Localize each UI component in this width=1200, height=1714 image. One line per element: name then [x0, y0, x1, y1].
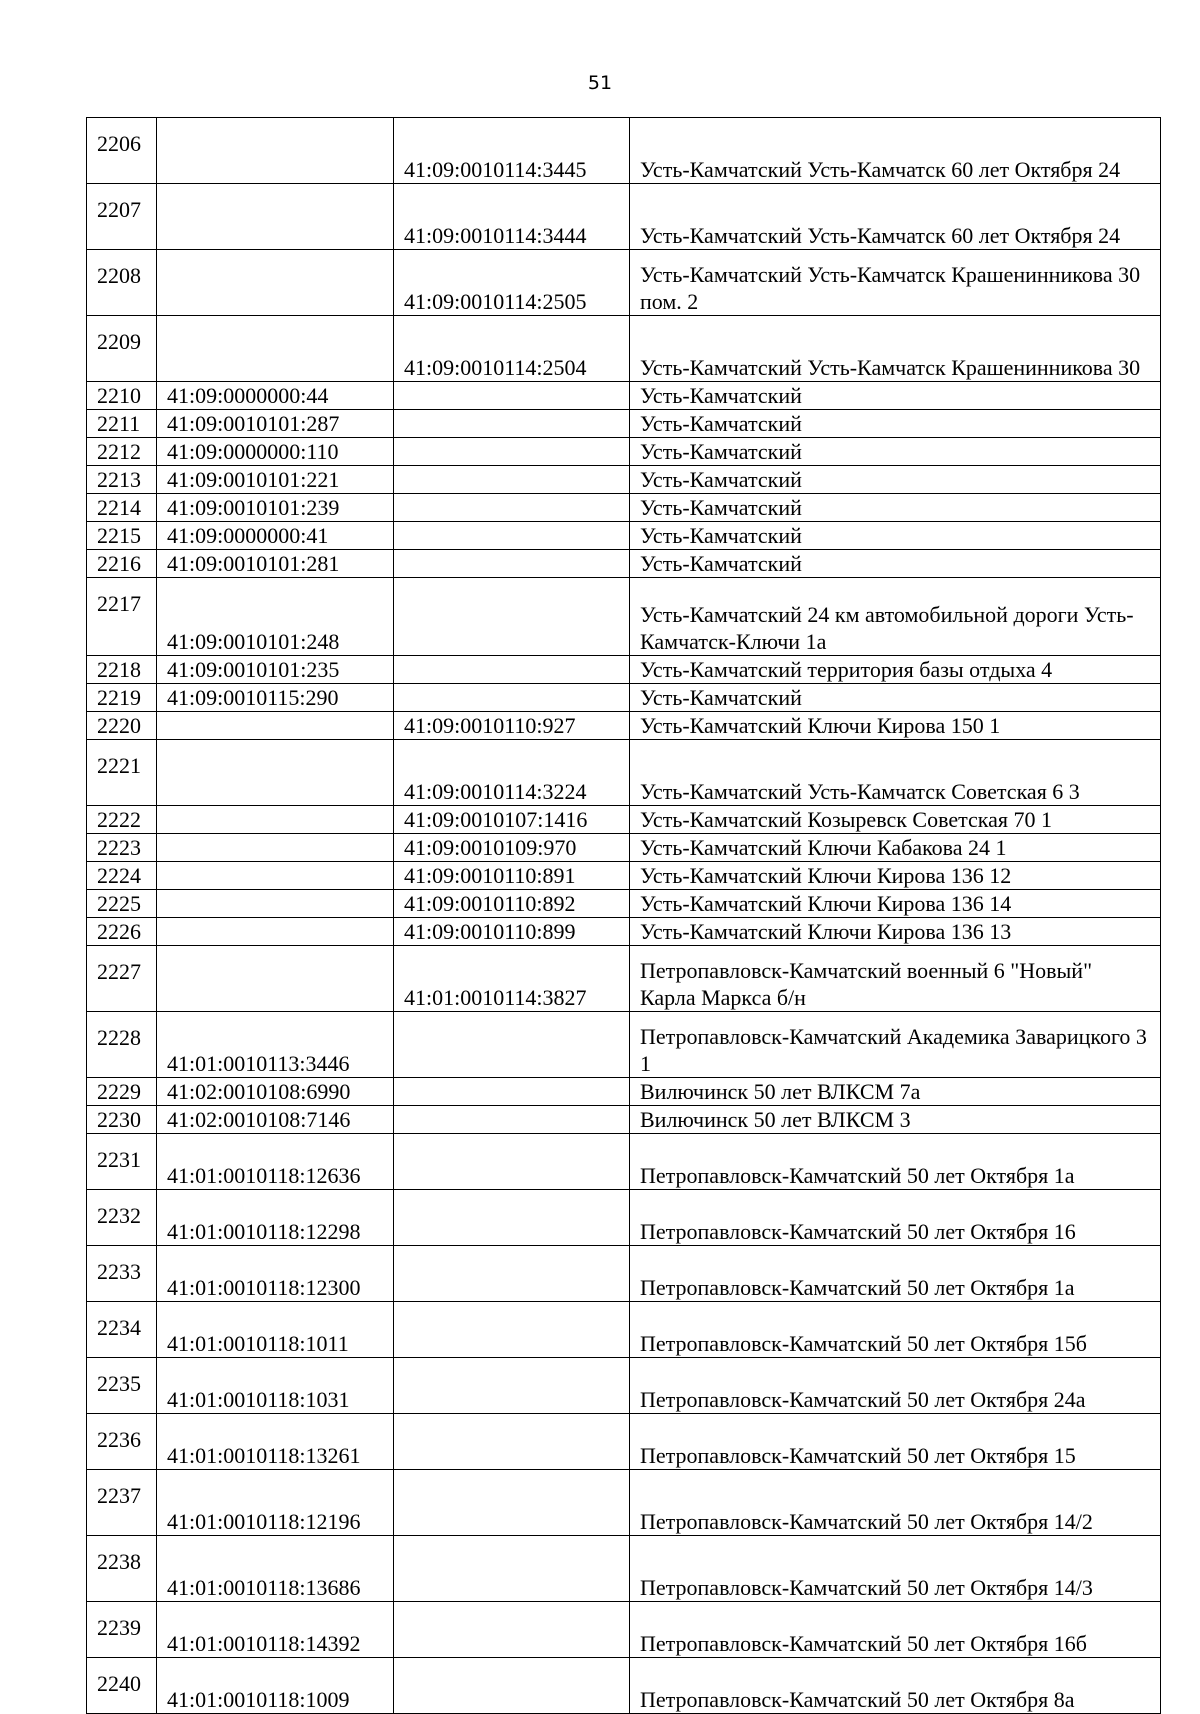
cadastral-number-building	[394, 1658, 630, 1714]
cadastral-number-building: 41:09:0010110:899	[394, 918, 630, 946]
address: Усть-Камчатский	[630, 522, 1161, 550]
table-row	[87, 712, 1161, 740]
address: Петропавловск-Камчатский 50 лет Октября 15б	[630, 1302, 1161, 1358]
table-row	[87, 740, 1161, 806]
cadastral-number-land: 41:01:0010118:14392	[157, 1602, 394, 1658]
cadastral-number-building	[394, 550, 630, 578]
cadastral-number-land	[157, 316, 394, 382]
row-number: 2239	[87, 1602, 157, 1658]
address: Усть-Камчатский Усть-Камчатск Крашенинникова 30	[630, 316, 1161, 382]
cadastral-number-land: 41:01:0010118:1009	[157, 1658, 394, 1714]
row-number: 2220	[87, 712, 157, 740]
row-number: 2237	[87, 1470, 157, 1536]
row-number: 2214	[87, 494, 157, 522]
cadastral-number-land: 41:09:0010101:248	[157, 578, 394, 656]
address: Петропавловск-Камчатский военный 6 "Новый" Карла Маркса б/н	[630, 946, 1161, 1012]
table-row	[87, 1358, 1161, 1414]
row-number: 2230	[87, 1106, 157, 1134]
table-row	[87, 806, 1161, 834]
cadastral-number-land: 41:02:0010108:7146	[157, 1106, 394, 1134]
table-row	[87, 946, 1161, 1012]
address: Усть-Камчатский	[630, 494, 1161, 522]
cadastral-number-building: 41:09:0010114:3445	[394, 118, 630, 184]
cadastral-number-land: 41:09:0010101:287	[157, 410, 394, 438]
cadastral-number-land: 41:09:0010101:221	[157, 466, 394, 494]
cadastral-number-land	[157, 250, 394, 316]
cadastral-number-building	[394, 1106, 630, 1134]
cadastral-number-land: 41:01:0010118:13686	[157, 1536, 394, 1602]
cadastral-number-land	[157, 184, 394, 250]
address: Усть-Камчатский	[630, 438, 1161, 466]
cadastral-number-land: 41:01:0010118:13261	[157, 1414, 394, 1470]
address: Петропавловск-Камчатский 50 лет Октября 14/3	[630, 1536, 1161, 1602]
table-row	[87, 1106, 1161, 1134]
table-row	[87, 316, 1161, 382]
cadastral-number-building	[394, 1302, 630, 1358]
cadastral-number-building: 41:01:0010114:3827	[394, 946, 630, 1012]
address: Усть-Камчатский	[630, 550, 1161, 578]
row-number: 2227	[87, 946, 157, 1012]
cadastral-number-land	[157, 806, 394, 834]
table-row	[87, 1470, 1161, 1536]
cadastral-number-building	[394, 656, 630, 684]
cadastral-number-building	[394, 494, 630, 522]
row-number: 2226	[87, 918, 157, 946]
row-number: 2225	[87, 890, 157, 918]
cadastral-number-building	[394, 1078, 630, 1106]
row-number: 2222	[87, 806, 157, 834]
registry-table	[86, 117, 1161, 1714]
cadastral-number-land: 41:09:0010101:235	[157, 656, 394, 684]
table-row	[87, 1658, 1161, 1714]
cadastral-number-building: 41:09:0010107:1416	[394, 806, 630, 834]
row-number: 2216	[87, 550, 157, 578]
address: Петропавловск-Камчатский 50 лет Октября 14/2	[630, 1470, 1161, 1536]
table-row	[87, 918, 1161, 946]
cadastral-number-building	[394, 1134, 630, 1190]
address: Усть-Камчатский Усть-Камчатск 60 лет Октября 24	[630, 118, 1161, 184]
address: Усть-Камчатский	[630, 684, 1161, 712]
table-row	[87, 1602, 1161, 1658]
cadastral-number-building	[394, 1470, 630, 1536]
row-number: 2212	[87, 438, 157, 466]
address: Петропавловск-Камчатский 50 лет Октября 24а	[630, 1358, 1161, 1414]
table-row	[87, 250, 1161, 316]
cadastral-number-land	[157, 740, 394, 806]
row-number: 2233	[87, 1246, 157, 1302]
row-number: 2231	[87, 1134, 157, 1190]
address: Усть-Камчатский Ключи Кирова 136 14	[630, 890, 1161, 918]
table-row	[87, 1246, 1161, 1302]
cadastral-number-land: 41:01:0010118:12196	[157, 1470, 394, 1536]
row-number: 2210	[87, 382, 157, 410]
cadastral-number-building	[394, 382, 630, 410]
cadastral-number-land: 41:09:0010115:290	[157, 684, 394, 712]
cadastral-number-building: 41:09:0010114:3444	[394, 184, 630, 250]
cadastral-number-land: 41:09:0010101:281	[157, 550, 394, 578]
row-number: 2211	[87, 410, 157, 438]
address: Петропавловск-Камчатский Академика Заварицкого 3 1	[630, 1012, 1161, 1078]
address: Усть-Камчатский Усть-Камчатск Крашенинникова 30 пом. 2	[630, 250, 1161, 316]
row-number: 2206	[87, 118, 157, 184]
cadastral-number-building	[394, 1414, 630, 1470]
table-row	[87, 1302, 1161, 1358]
row-number: 2228	[87, 1012, 157, 1078]
cadastral-number-land: 41:01:0010118:1011	[157, 1302, 394, 1358]
cadastral-number-building: 41:09:0010110:927	[394, 712, 630, 740]
row-number: 2207	[87, 184, 157, 250]
address: Усть-Камчатский Ключи Кабакова 24 1	[630, 834, 1161, 862]
row-number: 2208	[87, 250, 157, 316]
address: Усть-Камчатский	[630, 410, 1161, 438]
cadastral-number-building	[394, 1246, 630, 1302]
cadastral-number-building	[394, 1602, 630, 1658]
row-number: 2209	[87, 316, 157, 382]
table-row	[87, 1134, 1161, 1190]
address: Усть-Камчатский	[630, 382, 1161, 410]
cadastral-number-land: 41:01:0010113:3446	[157, 1012, 394, 1078]
table-row	[87, 1012, 1161, 1078]
table-row	[87, 522, 1161, 550]
row-number: 2235	[87, 1358, 157, 1414]
cadastral-number-land: 41:02:0010108:6990	[157, 1078, 394, 1106]
cadastral-number-land: 41:09:0000000:44	[157, 382, 394, 410]
address: Усть-Камчатский Усть-Камчатск Советская 6 3	[630, 740, 1161, 806]
row-number: 2221	[87, 740, 157, 806]
table-row	[87, 834, 1161, 862]
cadastral-number-building	[394, 1190, 630, 1246]
address: Петропавловск-Камчатский 50 лет Октября 1а	[630, 1246, 1161, 1302]
cadastral-number-land	[157, 712, 394, 740]
row-number: 2229	[87, 1078, 157, 1106]
page-number: 51	[587, 72, 613, 94]
address: Усть-Камчатский Ключи Кирова 136 12	[630, 862, 1161, 890]
cadastral-number-building	[394, 466, 630, 494]
cadastral-number-building	[394, 410, 630, 438]
row-number: 2223	[87, 834, 157, 862]
address: Усть-Камчатский Ключи Кирова 136 13	[630, 918, 1161, 946]
address: Петропавловск-Камчатский 50 лет Октября 15	[630, 1414, 1161, 1470]
cadastral-number-land: 41:01:0010118:12298	[157, 1190, 394, 1246]
table-row	[87, 890, 1161, 918]
table-row	[87, 1078, 1161, 1106]
table-row	[87, 118, 1161, 184]
address: Усть-Камчатский Усть-Камчатск 60 лет Октября 24	[630, 184, 1161, 250]
address: Усть-Камчатский 24 км автомобильной дороги Усть-Камчатск-Ключи 1а	[630, 578, 1161, 656]
table-row	[87, 494, 1161, 522]
table-row	[87, 438, 1161, 466]
row-number: 2213	[87, 466, 157, 494]
table-row	[87, 684, 1161, 712]
row-number: 2236	[87, 1414, 157, 1470]
cadastral-number-land	[157, 890, 394, 918]
row-number: 2215	[87, 522, 157, 550]
cadastral-number-building: 41:09:0010114:2505	[394, 250, 630, 316]
row-number: 2234	[87, 1302, 157, 1358]
row-number: 2232	[87, 1190, 157, 1246]
address: Усть-Камчатский территория базы отдыха 4	[630, 656, 1161, 684]
table-row	[87, 410, 1161, 438]
cadastral-number-building: 41:09:0010110:891	[394, 862, 630, 890]
address: Усть-Камчатский Козыревск Советская 70 1	[630, 806, 1161, 834]
cadastral-number-building: 41:09:0010114:3224	[394, 740, 630, 806]
row-number: 2219	[87, 684, 157, 712]
cadastral-number-building: 41:09:0010114:2504	[394, 316, 630, 382]
address: Петропавловск-Камчатский 50 лет Октября 16б	[630, 1602, 1161, 1658]
table-row	[87, 184, 1161, 250]
cadastral-number-land: 41:09:0000000:110	[157, 438, 394, 466]
cadastral-number-land: 41:01:0010118:1031	[157, 1358, 394, 1414]
cadastral-number-building	[394, 1012, 630, 1078]
table-row	[87, 656, 1161, 684]
row-number: 2218	[87, 656, 157, 684]
address: Усть-Камчатский	[630, 466, 1161, 494]
address: Петропавловск-Камчатский 50 лет Октября 16	[630, 1190, 1161, 1246]
cadastral-number-land: 41:01:0010118:12300	[157, 1246, 394, 1302]
cadastral-number-land	[157, 918, 394, 946]
cadastral-number-land	[157, 118, 394, 184]
table-row	[87, 466, 1161, 494]
cadastral-number-land: 41:09:0000000:41	[157, 522, 394, 550]
cadastral-number-building	[394, 1358, 630, 1414]
cadastral-number-land: 41:09:0010101:239	[157, 494, 394, 522]
table-row	[87, 1190, 1161, 1246]
row-number: 2217	[87, 578, 157, 656]
cadastral-number-building	[394, 1536, 630, 1602]
row-number: 2238	[87, 1536, 157, 1602]
cadastral-number-land	[157, 862, 394, 890]
cadastral-number-building	[394, 684, 630, 712]
table-row	[87, 550, 1161, 578]
address: Вилючинск 50 лет ВЛКСМ 3	[630, 1106, 1161, 1134]
cadastral-number-building	[394, 438, 630, 466]
table-row	[87, 1536, 1161, 1602]
table-row	[87, 862, 1161, 890]
row-number: 2224	[87, 862, 157, 890]
address: Петропавловск-Камчатский 50 лет Октября 1а	[630, 1134, 1161, 1190]
table-row	[87, 382, 1161, 410]
cadastral-number-building	[394, 578, 630, 656]
cadastral-number-land	[157, 834, 394, 862]
cadastral-number-building	[394, 522, 630, 550]
address: Петропавловск-Камчатский 50 лет Октября 8а	[630, 1658, 1161, 1714]
cadastral-number-land	[157, 946, 394, 1012]
registry-table-body	[87, 118, 1161, 1714]
cadastral-number-building: 41:09:0010110:892	[394, 890, 630, 918]
table-row	[87, 578, 1161, 656]
address: Усть-Камчатский Ключи Кирова 150 1	[630, 712, 1161, 740]
table-row	[87, 1414, 1161, 1470]
cadastral-number-land: 41:01:0010118:12636	[157, 1134, 394, 1190]
row-number: 2240	[87, 1658, 157, 1714]
cadastral-number-building: 41:09:0010109:970	[394, 834, 630, 862]
address: Вилючинск 50 лет ВЛКСМ 7а	[630, 1078, 1161, 1106]
